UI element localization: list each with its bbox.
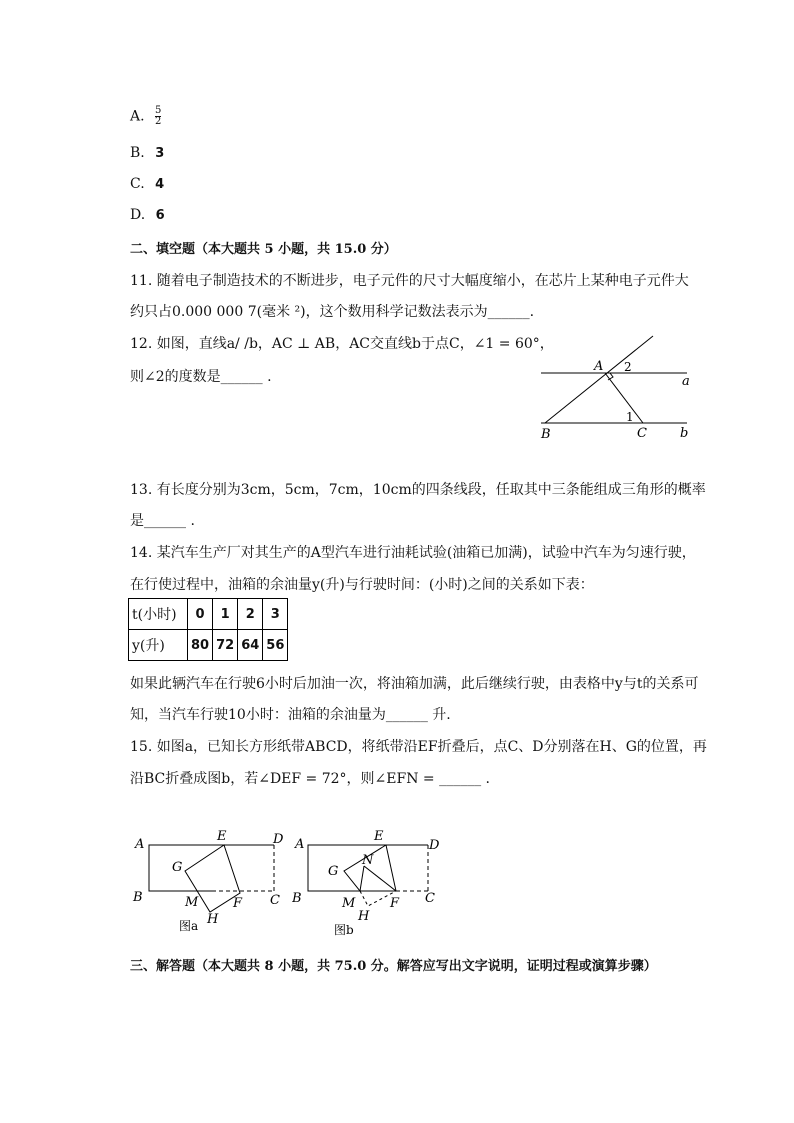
label-b: B (133, 890, 143, 905)
q12-line2: 则∠2的度数是______ . (130, 369, 272, 385)
strip-outline (308, 845, 428, 891)
label-e: E (217, 829, 227, 844)
q12-line1: 12. 如图，直线a/ /b，AC ⊥ AB，AC交直线b于点C，∠1 = 60°， (130, 336, 554, 352)
q13-line1: 13. 有长度分别为3cm，5cm，7cm，10cm的四条线段，任取其中三条能组成三角形的概率 (130, 482, 706, 498)
label-a: A (135, 837, 145, 852)
option-d-letter: D. (130, 207, 146, 223)
label-n: N (362, 853, 374, 868)
option-c-value: 4 (155, 177, 165, 192)
q13-line2: 是______ . (130, 513, 195, 529)
section-heading-fill-blank: 二、填空题（本大题共 5 小题，共 15.0 分） (130, 242, 397, 257)
label-m: M (185, 895, 199, 910)
table-cell: 0 (188, 599, 213, 630)
table-cell: 3 (263, 599, 288, 630)
option-a-letter: A. (130, 108, 145, 125)
label-b: B (292, 891, 302, 906)
label-d: D (273, 832, 284, 847)
label-c: C (425, 891, 435, 906)
fraction-denominator: 2 (155, 116, 162, 127)
label-f: F (233, 896, 243, 911)
label-line-b: b (680, 426, 689, 441)
option-c-letter: C. (130, 176, 145, 192)
label-g: G (172, 860, 183, 875)
folding-figure-a (128, 826, 293, 938)
fraction-numerator: 5 (155, 105, 162, 116)
fuel-table (128, 598, 288, 661)
section-heading-answer: 三、解答题（本大题共 8 小题，共 75.0 分。解答应写出文字说明，证明过程或演算步骤） (130, 959, 657, 974)
table-row (129, 599, 288, 630)
option-a-fraction (155, 106, 161, 127)
line-ac (605, 373, 643, 423)
q11-line2: 约只占0.000 000 7(毫米 ²)，这个数用科学记数法表示为______. (130, 304, 535, 320)
strip-outline (149, 845, 274, 891)
option-c (130, 176, 164, 192)
label-angle-1: 1 (626, 410, 634, 424)
q14-line3: 如果此辆汽车在行驶6小时后加油一次，将油箱加满，此后继续行驶，由表格中y与t的关系可 (130, 676, 699, 692)
folded-edge-eg (344, 845, 386, 891)
table-cell: 72 (213, 630, 238, 661)
table-header-t: t(小时) (129, 599, 188, 630)
q11-line1: 11. 随着电子制造技术的不断进步，电子元件的尺寸大幅度缩小，在芯片上某种电子元件大 (130, 273, 689, 289)
q14-line4: 知，当汽车行驶10小时：油箱的余油量为______ 升. (130, 707, 451, 723)
label-e: E (374, 829, 384, 844)
label-point-a: A (594, 359, 604, 374)
table-cell: 80 (188, 630, 213, 661)
option-a (130, 106, 161, 127)
folding-figure-b (292, 826, 452, 938)
line-ab (545, 336, 653, 423)
table-cell: 1 (213, 599, 238, 630)
label-point-c: C (637, 426, 647, 441)
table-header-y: y(升) (129, 630, 188, 661)
option-b-value: 3 (155, 146, 165, 161)
table-cell: 2 (238, 599, 263, 630)
table-row (129, 630, 288, 661)
label-m: M (342, 896, 356, 911)
option-d-value: 6 (155, 208, 165, 223)
label-angle-2: 2 (624, 360, 632, 374)
segment-nm (360, 866, 364, 891)
label-f: F (390, 896, 400, 911)
q15-line2: 沿BC折叠成图b，若∠DEF = 72°，则∠EFN = ______ . (130, 771, 491, 787)
label-line-a: a (682, 374, 690, 389)
label-d: D (429, 838, 440, 853)
caption-figure-a: 图a (179, 919, 199, 933)
label-a: A (295, 837, 305, 852)
option-b-letter: B. (130, 145, 145, 161)
right-angle-mark (608, 373, 613, 380)
table-cell: 56 (263, 630, 288, 661)
label-h: H (358, 909, 370, 924)
table-cell: 64 (238, 630, 263, 661)
label-g: G (328, 864, 339, 879)
label-c: C (270, 893, 280, 908)
label-h: H (207, 912, 219, 927)
q14-line2: 在行使过程中，油箱的余油量y(升)与行驶时间：(小时)之间的关系如下表： (130, 577, 594, 593)
label-point-b: B (541, 427, 551, 442)
parallel-lines-figure (535, 328, 700, 443)
option-b (130, 145, 164, 161)
caption-figure-b: 图b (334, 923, 354, 937)
q15-line1: 15. 如图a，已知长方形纸带ABCD，将纸带沿EF折叠后，点C、D分别落在H、G的位置，再 (130, 739, 707, 755)
q14-line1: 14. 某汽车生产厂对其生产的A型汽车进行油耗试验(油箱已加满)，试验中汽车为匀速行驶， (130, 545, 696, 561)
option-d (130, 207, 165, 223)
